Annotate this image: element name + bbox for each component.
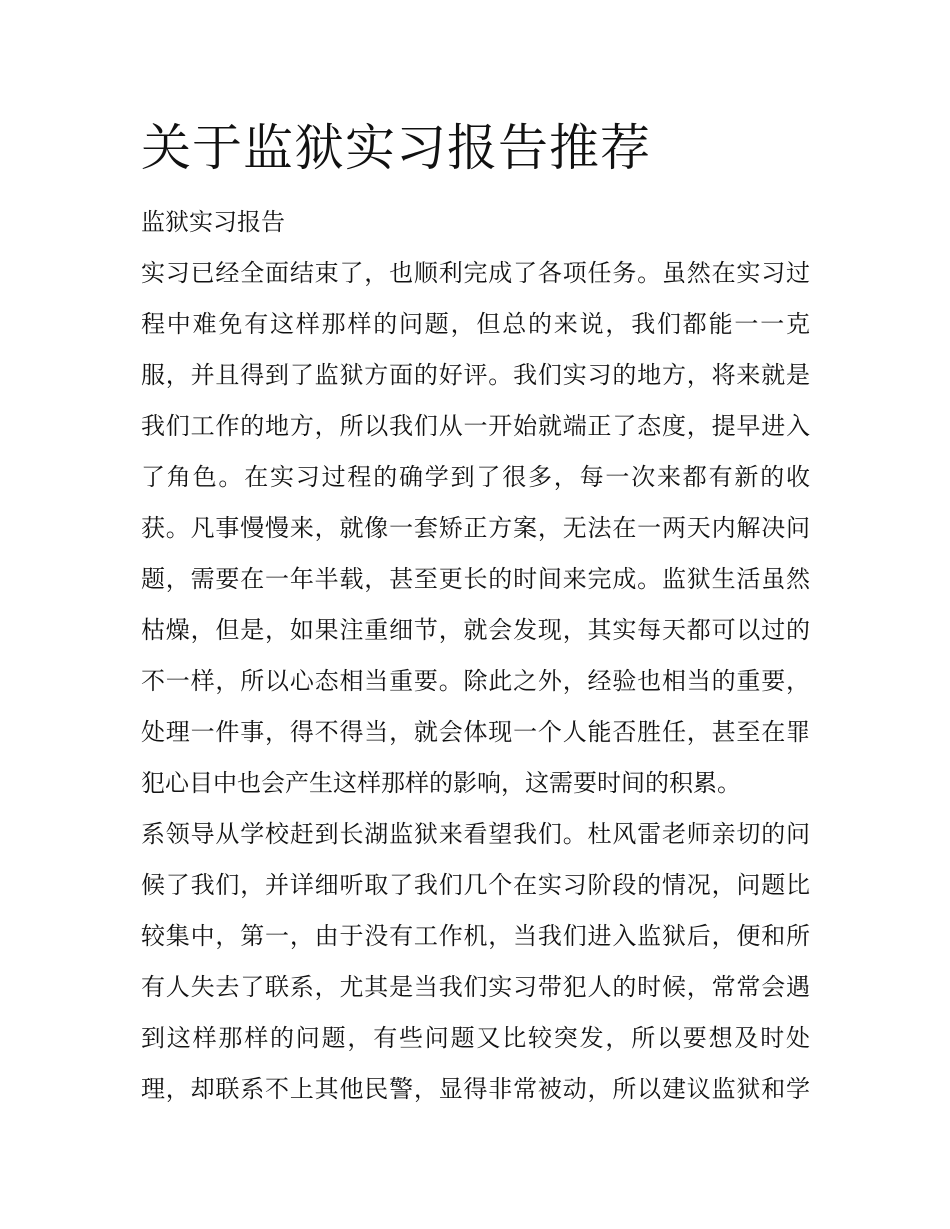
body-line: 理，却联系不上其他民警，显得非常被动，所以建议监狱和学 [141,1075,810,1103]
body-line: 候了我们，并详细听取了我们几个在实习阶段的情况，问题比 [141,871,810,899]
body-line: 实习已经全面结束了，也顺利完成了各项任务。虽然在实习过 [141,259,810,287]
body-line: 了角色。在实习过程的确学到了很多，每一次来都有新的收 [141,463,810,491]
body-line: 枯燥，但是，如果注重细节，就会发现，其实每天都可以过的 [141,616,810,644]
body-line: 系领导从学校赶到长湖监狱来看望我们。杜风雷老师亲切的问 [141,820,810,848]
body-line: 我们工作的地方，所以我们从一开始就端正了态度，提早进入 [141,412,810,440]
body-line: 较集中，第一，由于没有工作机，当我们进入监狱后，便和所 [141,922,810,950]
body-line: 程中难免有这样那样的问题，但总的来说，我们都能一一克 [141,310,810,338]
body-line: 题，需要在一年半载，甚至更长的时间来完成。监狱生活虽然 [141,565,810,593]
body-line: 到这样那样的问题，有些问题又比较突发，所以要想及时处 [141,1024,810,1052]
body-line: 服，并且得到了监狱方面的好评。我们实习的地方，将来就是 [141,361,810,389]
body-line: 犯心目中也会产生这样那样的影响，这需要时间的积累。 [141,769,741,797]
body-line: 获。凡事慢慢来，就像一套矫正方案，无法在一两天内解决问 [141,514,810,542]
body-line: 处理一件事，得不得当，就会体现一个人能否胜任，甚至在罪 [141,718,810,746]
body-line: 有人失去了联系，尤其是当我们实习带犯人的时候，常常会遇 [141,973,810,1001]
document-title: 关于监狱实习报告推荐 [141,119,651,177]
body-line: 不一样，所以心态相当重要。除此之外，经验也相当的重要， [141,667,810,695]
document-subtitle: 监狱实习报告 [141,208,285,236]
